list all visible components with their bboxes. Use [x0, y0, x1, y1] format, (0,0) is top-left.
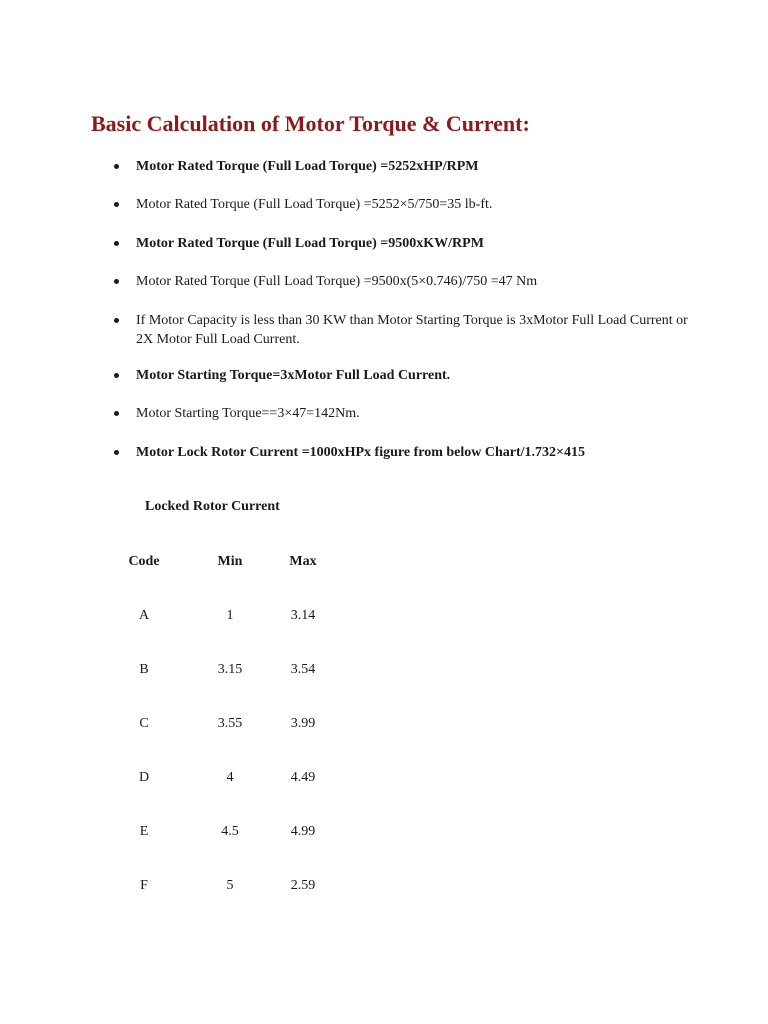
bullet-text: Motor Starting Torque==3×47=142Nm. [136, 406, 360, 421]
bullet-item [136, 157, 696, 176]
bullet-text: Motor Lock Rotor Current =1000xHPx figure from below Chart/1.732×415 [136, 445, 585, 460]
table-cell-min: 4 [226, 770, 234, 785]
bullet-item [136, 443, 696, 462]
bullet-item [136, 404, 696, 423]
table-cell-max: 3.54 [290, 662, 316, 677]
table-cell-max: 3.14 [290, 608, 316, 623]
bullet-text: Motor Rated Torque (Full Load Torque) =5252xHP/RPM [136, 159, 479, 174]
bullet-icon [114, 411, 119, 416]
bullet-item [136, 272, 696, 291]
table-header-max: Max [289, 554, 317, 569]
table-cell-code: C [139, 716, 149, 731]
bullet-icon [114, 318, 119, 323]
bullet-icon [114, 373, 119, 378]
table-cell-code: E [139, 824, 149, 839]
bullet-item [136, 195, 696, 214]
table-cell-min: 5 [226, 878, 234, 893]
table-cell-code: A [138, 608, 150, 623]
document-title: Basic Calculation of Motor Torque & Current: [91, 111, 530, 136]
table-caption: Locked Rotor Current [145, 499, 280, 514]
table-cell-code: F [140, 878, 148, 893]
table-cell-max: 4.49 [290, 770, 316, 785]
bullet-text: Motor Starting Torque=3xMotor Full Load Current. [136, 368, 451, 383]
table-header-code: Code [128, 554, 160, 569]
table-cell-min: 4.5 [221, 824, 239, 839]
table-cell-min: 3.55 [217, 716, 243, 731]
table-header-min: Min [217, 554, 243, 569]
table-cell-code: B [139, 662, 149, 677]
bullet-item [136, 366, 696, 385]
table-cell-max: 3.99 [290, 716, 316, 731]
bullet-text: Motor Rated Torque (Full Load Torque) =5252×5/750=35 lb-ft. [136, 197, 493, 212]
bullet-text: If Motor Capacity is less than 30 KW than Motor Starting Torque is 3xMotor Full Load Current or 2X Motor Full Load Current. [136, 313, 688, 347]
table-cell-max: 2.59 [290, 878, 316, 893]
bullet-icon [114, 241, 119, 246]
bullet-text: Motor Rated Torque (Full Load Torque) =9500xKW/RPM [136, 236, 484, 251]
table-cell-code: D [138, 770, 150, 785]
bullet-text: Motor Rated Torque (Full Load Torque) =9500x(5×0.746)/750 =47 Nm [136, 274, 538, 289]
bullet-icon [114, 202, 119, 207]
table-cell-min: 3.15 [217, 662, 243, 677]
table-cell-min: 1 [226, 608, 234, 623]
bullet-icon [114, 450, 119, 455]
bullet-item [136, 311, 696, 349]
table-cell-max: 4.99 [290, 824, 316, 839]
bullet-icon [114, 164, 119, 169]
bullet-icon [114, 279, 119, 284]
bullet-item [136, 234, 696, 253]
